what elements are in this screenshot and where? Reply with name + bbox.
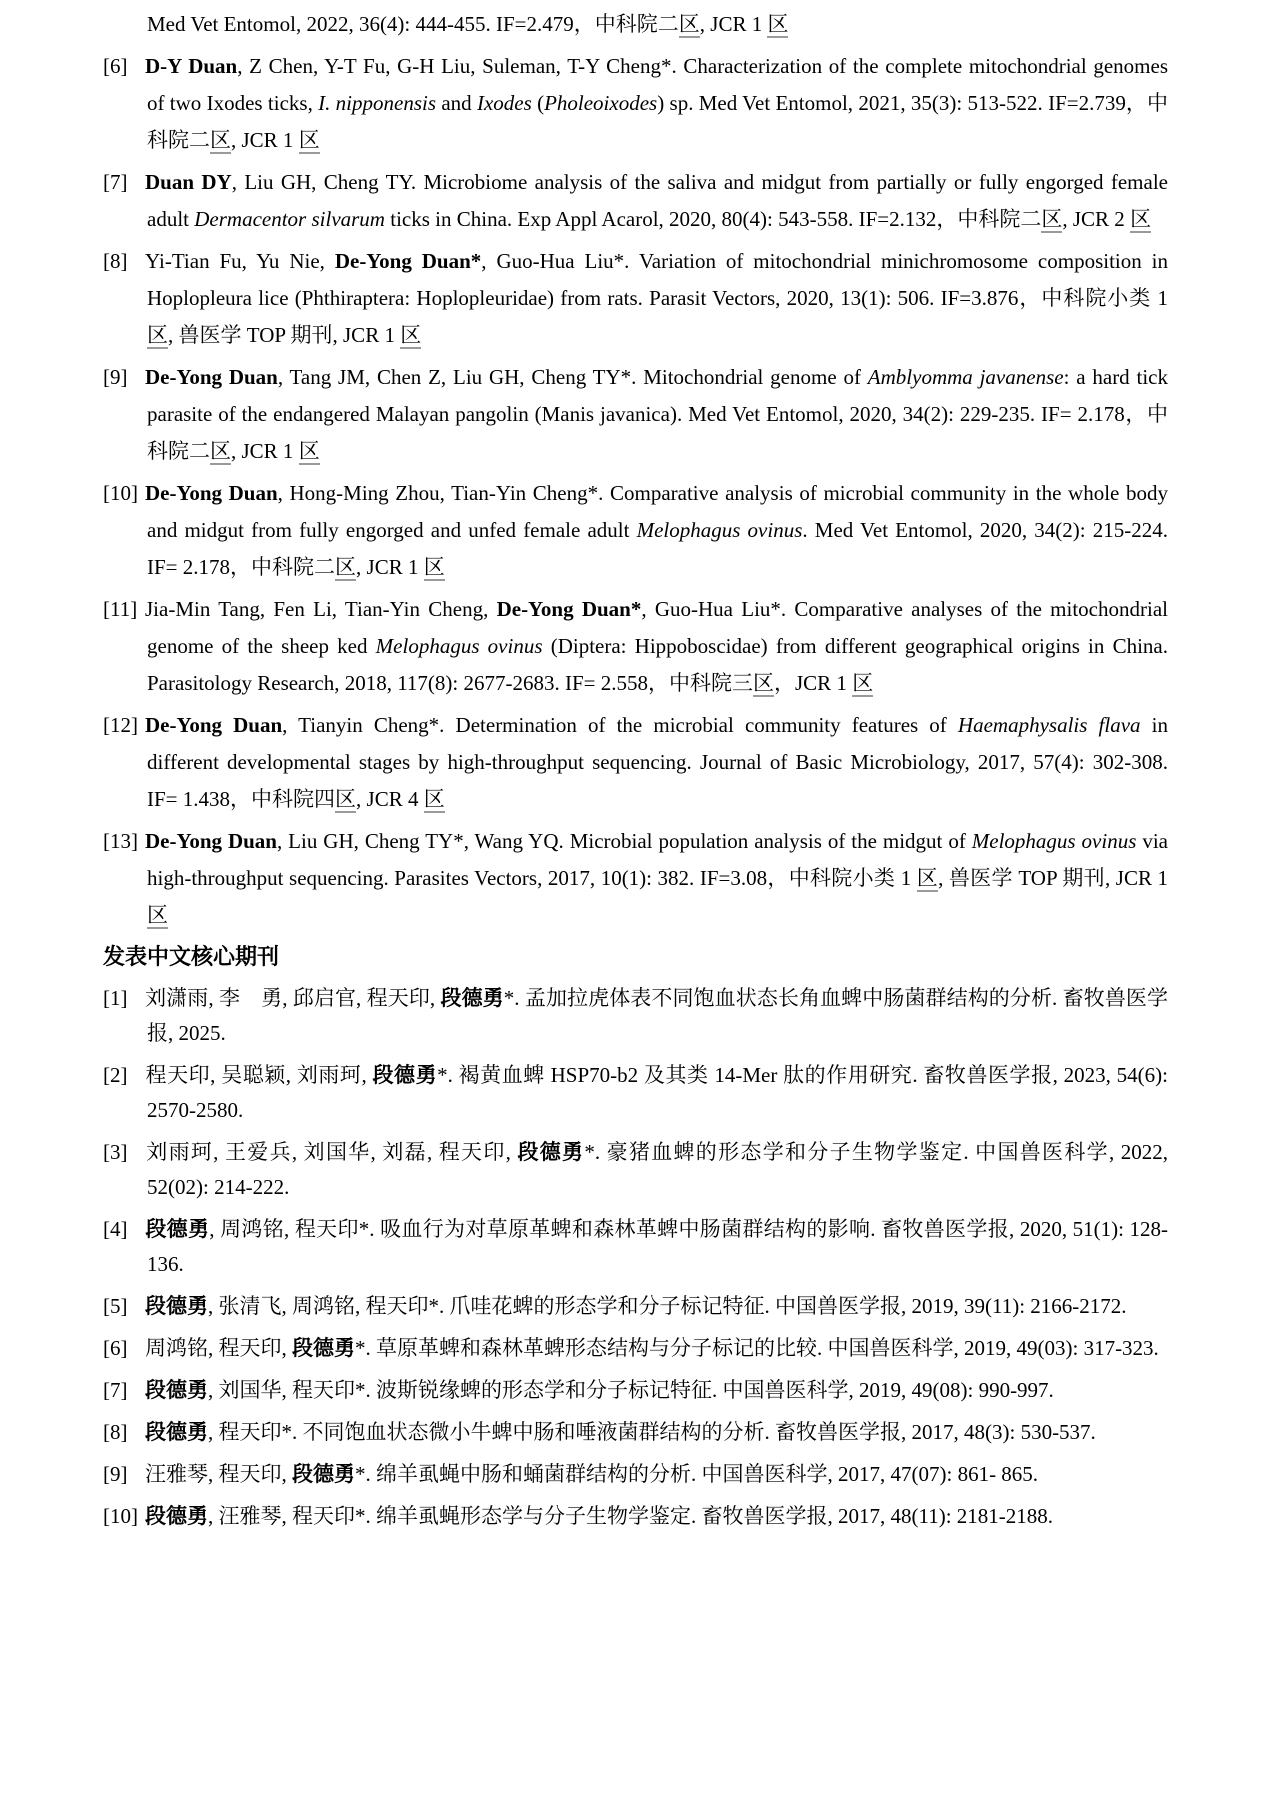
reference-text: Yi-Tian Fu, Yu Nie, De-Yong Duan*, Guo-Hua Liu*. Variation of mitochondrial minichromosome composition in Hoplopleura lice (Phthiraptera: Hoplopleuridae) from rats. Parasit Vectors, 2020, 13(1): 506. IF=3.876，中科院小类 1 区, 兽医学 TOP 期刊, JCR 1 区 (145, 249, 1168, 347)
reference-text: 段德勇, 刘国华, 程天印*. 波斯锐缘蜱的形态学和分子标记特征. 中国兽医科学, 2019, 49(08): 990-997. (145, 1378, 1054, 1402)
reference-item (103, 591, 1168, 702)
reference-text: 程天印, 吴聪颖, 刘雨珂, 段德勇*. 褐黄血蜱 HSP70-b2 及其类 14-Mer 肽的作用研究. 畜牧兽医学报, 2023, 54(6): 2570-2580. (145, 1063, 1169, 1122)
reference-item (103, 1058, 1168, 1128)
reference-item (103, 823, 1168, 934)
reference-item (103, 981, 1168, 1051)
reference-number: [7] (103, 170, 128, 194)
reference-item (103, 1331, 1168, 1366)
reference-item (103, 1135, 1168, 1205)
reference-text: 段德勇, 周鸿铭, 程天印*. 吸血行为对草原革蜱和森林革蜱中肠菌群结构的影响. 畜牧兽医学报, 2020, 51(1): 128-136. (145, 1217, 1169, 1276)
reference-item (103, 164, 1168, 238)
english-reference-list (103, 48, 1168, 934)
reference-text: 汪雅琴, 程天印, 段德勇*. 绵羊虱蝇中肠和蛹菌群结构的分析. 中国兽医科学, 2017, 47(07): 861- 865. (145, 1462, 1039, 1486)
reference-text: De-Yong Duan, Hong-Ming Zhou, Tian-Yin Cheng*. Comparative analysis of microbial community in the whole body and midgut from fully engorged and unfed female adult Melophagus ovinus. Med Vet Entomol, 2020, 34(2): 215-224. IF= 2.178，中科院二区, JCR 1 区 (145, 481, 1168, 579)
reference-item (103, 1373, 1168, 1408)
reference-number: [12] (103, 713, 138, 737)
reference-text: De-Yong Duan, Liu GH, Cheng TY*, Wang YQ. Microbial population analysis of the midgut of Melophagus ovinus via high-throughput sequencing. Parasites Vectors, 2017, 10(1): 382. IF=3.08，中科院小类 1 区, 兽医学 TOP 期刊, JCR 1 区 (145, 829, 1169, 927)
reference-item (103, 243, 1168, 354)
reference-number: [5] (103, 1294, 128, 1318)
reference-text: 周鸿铭, 程天印, 段德勇*. 草原革蜱和森林革蜱形态结构与分子标记的比较. 中国兽医科学, 2019, 49(03): 317-323. (145, 1336, 1159, 1360)
reference-number: [8] (103, 1420, 128, 1444)
reference-number: [13] (103, 829, 138, 853)
reference-text: De-Yong Duan, Tang JM, Chen Z, Liu GH, Cheng TY*. Mitochondrial genome of Amblyomma javanense: a hard tick parasite of the endangered Malayan pangolin (Manis javanica). Med Vet Entomol, 2020, 34(2): 229-235. IF= 2.178，中科院二区, JCR 1 区 (145, 365, 1168, 463)
reference-text: 刘潇雨, 李 勇, 邱启官, 程天印, 段德勇*. 孟加拉虎体表不同饱血状态长角血蜱中肠菌群结构的分析. 畜牧兽医学报, 2025. (145, 986, 1168, 1045)
reference-text: 段德勇, 张清飞, 周鸿铭, 程天印*. 爪哇花蜱的形态学和分子标记特征. 中国兽医学报, 2019, 39(11): 2166-2172. (145, 1294, 1127, 1318)
reference-item (103, 48, 1168, 159)
reference-item (103, 1457, 1168, 1492)
reference-number: [8] (103, 249, 128, 273)
reference-item (103, 1499, 1168, 1534)
reference-text: Jia-Min Tang, Fen Li, Tian-Yin Cheng, De-Yong Duan*, Guo-Hua Liu*. Comparative analyses of the mitochondrial genome of the sheep ked Melophagus ovinus (Diptera: Hippoboscidae) from different geographical origins in China. Parasitology Research, 2018, 117(8): 2677-2683. IF= 2.558，中科院三区，JCR 1 区 (145, 597, 1168, 695)
reference-number: [7] (103, 1378, 128, 1402)
reference-number: [6] (103, 54, 128, 78)
reference-item (103, 475, 1168, 586)
reference-text: 段德勇, 程天印*. 不同饱血状态微小牛蜱中肠和唾液菌群结构的分析. 畜牧兽医学报, 2017, 48(3): 530-537. (145, 1420, 1096, 1444)
reference-item (103, 707, 1168, 818)
reference-continuation-line: Med Vet Entomol, 2022, 36(4): 444-455. IF=2.479，中科院二区, JCR 1 区 (147, 12, 789, 36)
reference-item (103, 1212, 1168, 1282)
reference-item (103, 1415, 1168, 1450)
reference-item (103, 1289, 1168, 1324)
reference-text: Duan DY, Liu GH, Cheng TY. Microbiome analysis of the saliva and midgut from partially or fully engorged female adult Dermacentor silvarum ticks in China. Exp Appl Acarol, 2020, 80(4): 543-558. IF=2.132，中科院二区, JCR 2 区 (145, 170, 1168, 231)
reference-item (103, 359, 1168, 470)
reference-number: [6] (103, 1336, 128, 1360)
reference-number: [2] (103, 1063, 128, 1087)
reference-number: [1] (103, 986, 128, 1010)
reference-number: [3] (103, 1140, 128, 1164)
reference-number: [11] (103, 597, 138, 621)
reference-number: [9] (103, 365, 128, 389)
reference-number: [4] (103, 1217, 128, 1241)
reference-number: [10] (103, 481, 138, 505)
reference-text: 刘雨珂, 王爱兵, 刘国华, 刘磊, 程天印, 段德勇*. 豪猪血蜱的形态学和分子生物学鉴定. 中国兽医科学, 2022, 52(02): 214-222. (145, 1140, 1168, 1199)
reference-number: [9] (103, 1462, 128, 1486)
reference-text: 段德勇, 汪雅琴, 程天印*. 绵羊虱蝇形态学与分子生物学鉴定. 畜牧兽医学报, 2017, 48(11): 2181-2188. (145, 1504, 1054, 1528)
chinese-reference-list (103, 981, 1168, 1534)
reference-text: D-Y Duan, Z Chen, Y-T Fu, G-H Liu, Suleman, T-Y Cheng*. Characterization of the complete mitochondrial genomes of two Ixodes ticks, I. nipponensis and Ixodes (Pholeoixodes) sp. Med Vet Entomol, 2021, 35(3): 513-522. IF=2.739，中科院二区, JCR 1 区 (145, 54, 1168, 152)
reference-text: De-Yong Duan, Tianyin Cheng*. Determination of the microbial community features of Haemaphysalis flava in different developmental stages by high-throughput sequencing. Journal of Basic Microbiology, 2017, 57(4): 302-308. IF= 1.438，中科院四区, JCR 4 区 (145, 713, 1168, 811)
reference-number: [10] (103, 1504, 138, 1528)
chinese-core-journals-heading: 发表中文核心期刊 (103, 944, 280, 969)
